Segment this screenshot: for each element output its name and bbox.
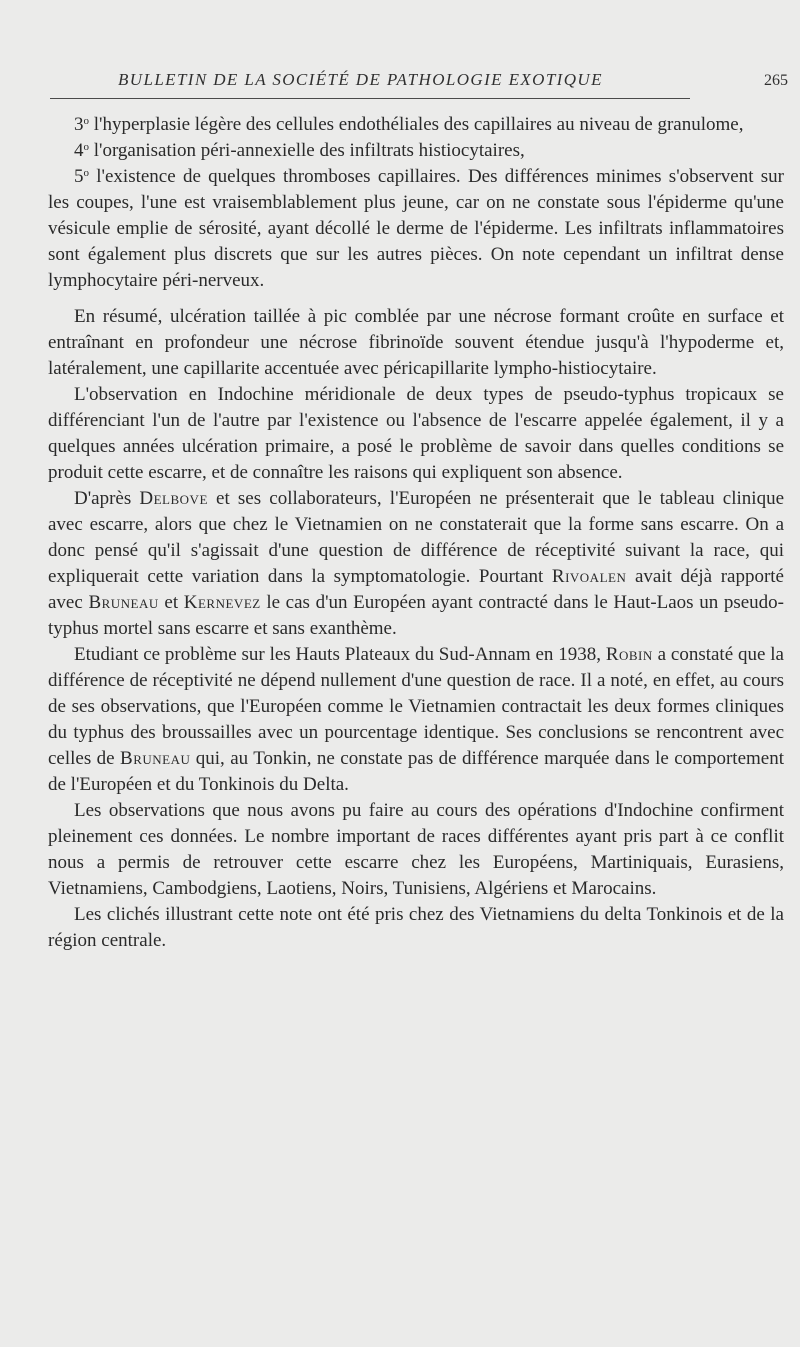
text-run: avait déjà rapporté avec (48, 566, 784, 613)
text-run: et (158, 592, 184, 613)
text-run: D'après (74, 488, 140, 509)
text-run: le cas d'un Européen ayant contracté dans le Haut-Laos un pseudo-typhus mortel sans escarre et sans exanthème. (48, 592, 784, 639)
body-text (48, 112, 784, 954)
paragraph-photos: Les clichés illustrant cette note ont été pris chez des Vietnamiens du delta Tonkinois et de la région centrale. (48, 904, 784, 951)
author-name: Delbove (139, 488, 208, 509)
author-name: Robin (605, 644, 653, 665)
page-number: 265 (764, 72, 788, 89)
paragraph-delbove (48, 486, 784, 642)
item-text: l'existence de quelques thromboses capillaires. Des différences minimes s'observent sur les coupes, l'une est vraisemblablement plus jeune, car on ne constate sous l'épiderme qu'une vésicule emplie de sérosité, ayant décollé le derme de l'épiderme. Les infiltrats inflammatoires sont également plus discrets que sur les autres pièces. On note cependant un infiltrat dense lymphocytaire péri-nerveux. (48, 166, 784, 291)
paragraph-operations: Les observations que nous avons pu faire au cours des opérations d'Indochine confirment pleinement ces données. Le nombre important de races différentes ayant pris part à ce conflit nous a permis de retrouver cette escarre chez les Européens, Martiniquais, Eurasiens, Vietnamiens, Cambodgiens, Laotiens, Noirs, Tunisiens, Algériens et Marocains. (48, 800, 784, 899)
item-number: 5 (74, 166, 84, 187)
author-name: Rivoalen (551, 566, 627, 587)
paragraph-item-5 (48, 164, 784, 294)
author-name: Bruneau (120, 748, 191, 769)
paragraph-observation: L'observation en Indochine méridionale de deux types de pseudo-typhus tropicaux se différenciant l'un de l'autre par l'existence ou l'absence de l'escarre appelée également, il y a quelques années ulcération primaire, a posé le problème de savoir dans quelles conditions se produit cette escarre, et de connaître les raisons qui expliquent son absence. (48, 384, 784, 483)
paragraph-robin (48, 642, 784, 798)
text-run: Etudiant ce problème sur les Hauts Plateaux du Sud-Annam en 1938, (74, 644, 606, 665)
header-rule (50, 98, 690, 99)
paragraph-summary: En résumé, ulcération taillée à pic comblée par une nécrose formant croûte en surface et entraînant en profondeur une nécrose fibrinoïde souvent étendue jusqu'à l'hypoderme et, latéralement, une capillarite accentuée avec péricapillarite lympho-histiocytaire. (48, 306, 784, 379)
paragraph-item-4 (48, 138, 784, 164)
ordinal-mark: o (83, 167, 89, 179)
item-number: 4 (74, 140, 84, 161)
text-run: et ses collaborateurs, l'Européen ne présenterait que le tableau clinique avec escarre, alors que chez le Vietnamien on ne constaterait que la forme sans escarre. On a donc pensé qu'il s'agissait d'une question de différence de réceptivité suivant la race, qui expliquerait cette variation dans la symptomatologie. Pourtant (48, 488, 784, 587)
text-run: qui, au Tonkin, ne constate pas de différence marquée dans le comportement de l'Européen et du Tonkinois du Delta. (48, 748, 784, 795)
item-text: l'hyperplasie légère des cellules endothéliales des capillaires au niveau de granulome, (89, 114, 744, 135)
text-run: a constaté que la différence de réceptivité ne dépend nullement d'une question de race. Il a noté, en effet, au cours de ses observations, que l'Européen comme le Vietnamien contractait les deux formes cliniques du typhus des broussailles avec un pourcentage identique. Ses conclusions se rencontrent avec celles de (48, 644, 784, 769)
running-title: BULLETIN DE LA SOCIÉTÉ DE PATHOLOGIE EXOTIQUE (118, 70, 603, 89)
author-name: Bruneau (88, 592, 159, 613)
item-text: l'organisation péri-annexielle des infiltrats histiocytaires, (89, 140, 525, 161)
ordinal-mark: o (83, 115, 89, 127)
author-name: Kernevez (183, 592, 261, 613)
ordinal-mark: o (83, 141, 89, 153)
paragraph-item-3 (48, 112, 784, 138)
page-header (48, 68, 788, 98)
item-number: 3 (74, 114, 84, 135)
